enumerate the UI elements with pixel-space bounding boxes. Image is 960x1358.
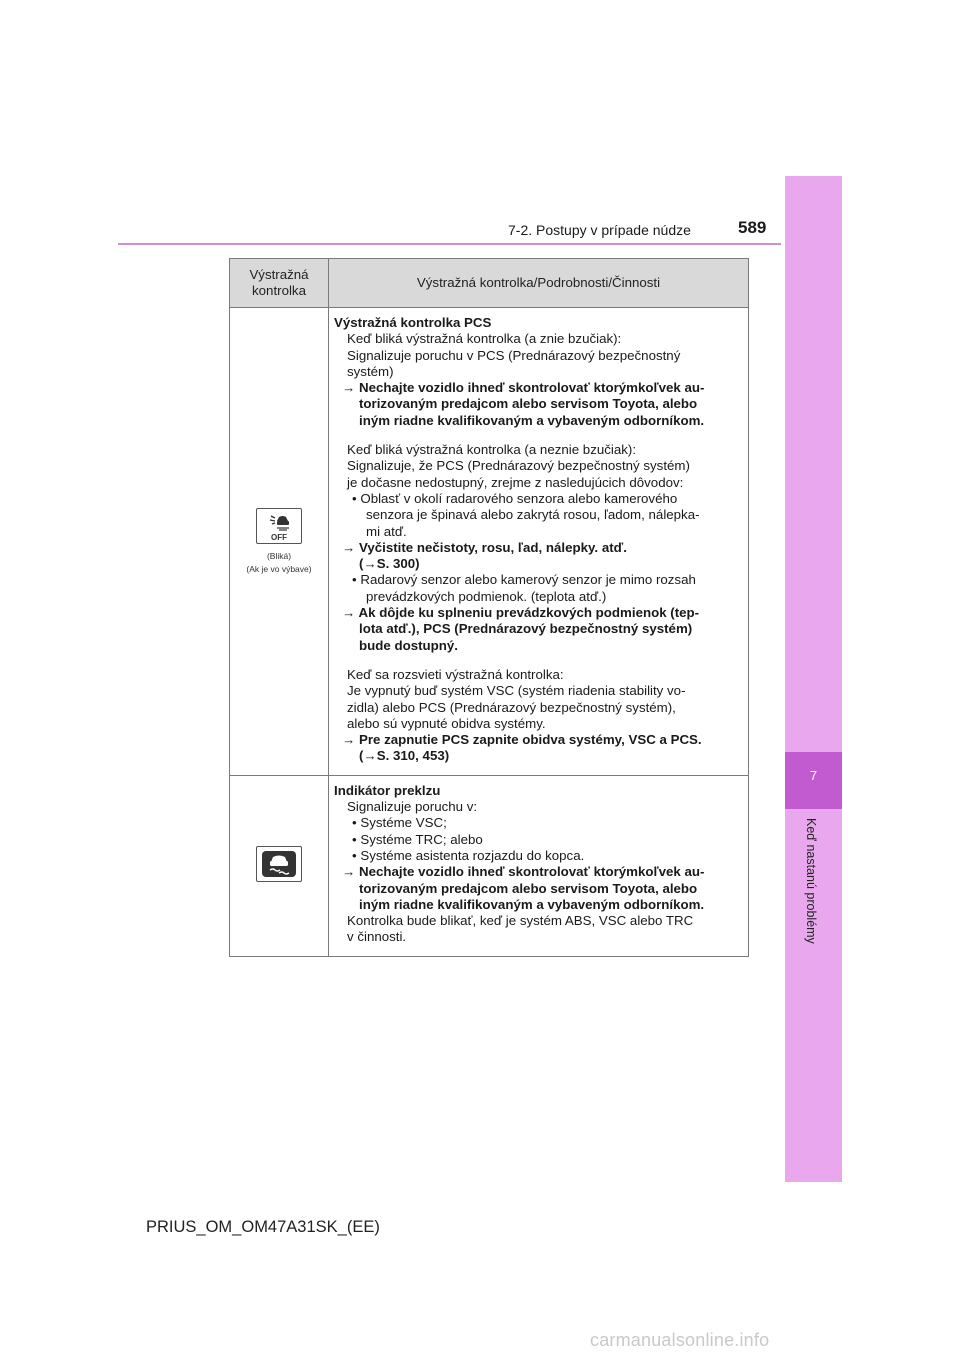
action-text: iným riadne kvalifikovaným a vybaveným odborníkom. [359,896,705,912]
body-text: Je vypnutý buď systém VSC (systém riadenia stability vo- [347,683,686,699]
action-text: iným riadne kvalifikovaným a vybaveným odborníkom. [359,412,705,428]
pcs-off-icon [256,508,302,544]
icon-off-label: OFF [271,533,287,543]
condition-text: Keď sa rozsvieti výstražná kontrolka: [347,666,564,682]
icon-caption-if-equipped: (Ak je vo výbave) [246,564,312,574]
body-text: v činnosti. [347,929,407,945]
body-text: je dočasne nedostupný, zrejme z nasledujúcich dôvodov: [347,474,684,490]
bullet-item: mi atď. [366,523,407,539]
icon-cell [230,775,329,956]
desc-cell [329,775,749,956]
condition-text: Keď bliká výstražná kontrolka (a znie bzučiak): [347,331,622,347]
watermark: carmanualsonline.info [590,1330,770,1350]
bullet-item: • Radarový senzor alebo kamerový senzor je mimo rozsah [352,572,696,588]
bullet-item: • Systéme asistenta rozjazdu do kopca. [352,847,585,863]
chapter-title: Keď nastanú problémy [804,818,818,944]
bullet-item: • Systéme TRC; alebo [352,831,483,847]
action-text: bude dostupný. [359,637,458,653]
section-title: 7-2. Postupy v prípade núdze [508,222,691,238]
body-text: systém) [347,363,394,379]
pcs-warning-icon-graphic [257,509,301,543]
action-text: → Nechajte vozidlo ihneď skontrolovať ktorýmkoľvek au- [342,864,705,880]
action-text: → Pre zapnutie PCS zapnite obidva systémy, VSC a PCS. [342,732,702,748]
chapter-number: 7 [809,768,818,783]
page-reference: (→S. 310, 453) [359,748,450,764]
bullet-item: senzora je špinavá alebo zakrytá rosou, ľadom, nálepka- [366,507,700,523]
action-text: torizovaným predajcom alebo servisom Toyota, alebo [359,396,698,412]
desc-cell [329,308,749,776]
page-number: 589 [738,218,767,237]
col-header-desc: Výstražná kontrolka/Podrobnosti/Činnosti [329,259,749,308]
action-text: → Ak dôjde ku splneniu prevádzkových podmienok (tep- [342,605,700,621]
body-text: Signalizuje poruchu v PCS (Prednárazový bezpečnostný [347,347,681,363]
action-text: → Vyčistite nečistoty, rosu, ľad, nálepky. atď. [342,539,627,555]
document-code: PRIUS_OM_OM47A31SK_(EE) [146,1218,380,1236]
action-text: → Nechajte vozidlo ihneď skontrolovať ktorýmkoľvek au- [342,380,705,396]
body-text: Signalizuje, že PCS (Prednárazový bezpečnostný systém) [347,458,690,474]
warning-lights-table [229,258,749,957]
slip-indicator-icon-graphic [257,847,301,881]
entry-title: Indikátor preklzu [334,782,441,798]
chapter-side-tab [785,176,842,1182]
table-row [230,308,749,776]
bullet-item: • Systéme VSC; [352,815,447,831]
page-reference: (→S. 300) [359,556,420,572]
body-text: Kontrolka bude blikať, keď je systém ABS, VSC alebo TRC [347,913,694,929]
bullet-item: prevádzkových podmienok. (teplota atď.) [366,588,607,604]
condition-text: Keď bliká výstražná kontrolka (a neznie bzučiak): [347,442,637,458]
slip-indicator-icon [256,846,302,882]
bullet-item: • Oblasť v okolí radarového senzora alebo kamerového [352,490,678,506]
col-header-icon: Výstražná kontrolka [230,259,329,308]
body-text: zidla) alebo PCS (Prednárazový bezpečnostný systém), [347,699,676,715]
action-text: lota atď.), PCS (Prednárazový bezpečnostný systém) [359,621,693,637]
icon-cell [230,308,329,776]
body-text: Signalizuje poruchu v: [347,799,478,815]
table-header-row [230,259,749,308]
header-rule [118,243,781,245]
entry-title: Výstražná kontrolka PCS [334,315,492,330]
table-row [230,775,749,956]
action-text: torizovaným predajcom alebo servisom Toyota, alebo [359,880,698,896]
body-text: alebo sú vypnuté obidva systémy. [347,715,546,731]
icon-caption-blinking: (Bliká) [266,550,292,561]
